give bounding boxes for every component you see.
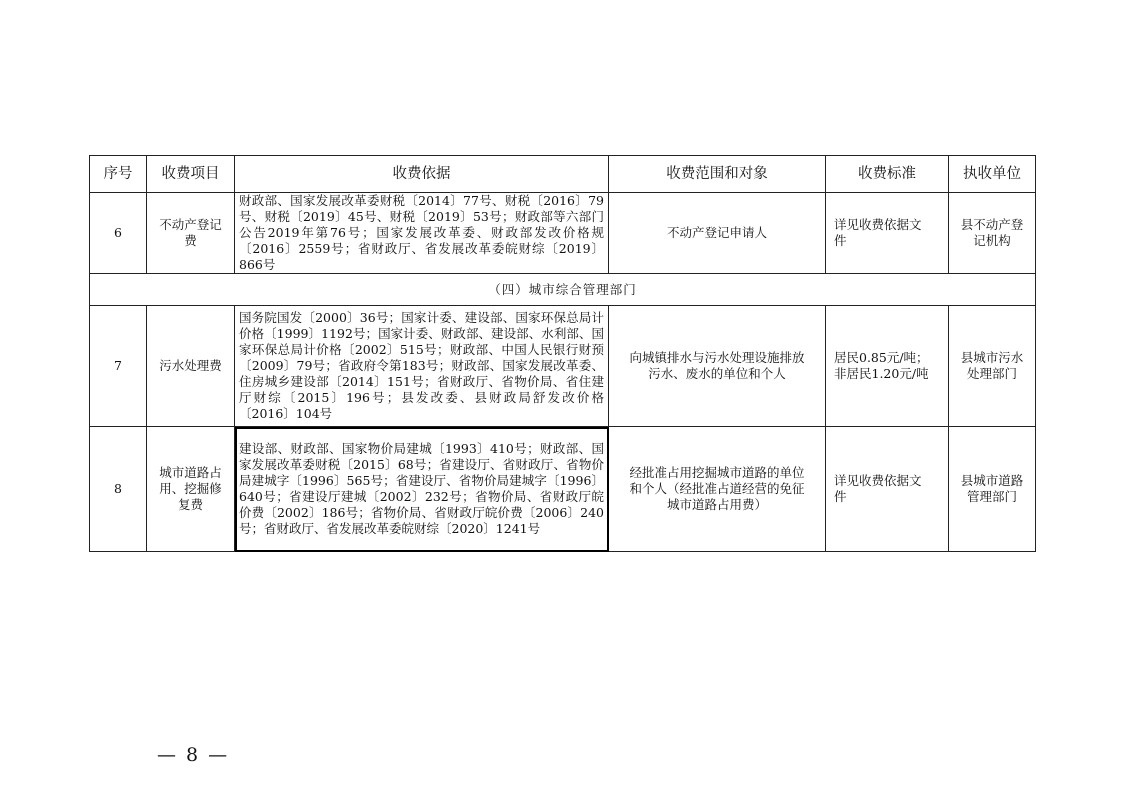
table-row	[90, 306, 1036, 427]
header-basis: 收费依据	[235, 156, 609, 193]
fee-item-line: 污水处理费	[159, 358, 222, 373]
row-basis: 财政部、国家发展改革委财税〔2014〕77号、财税〔2016〕79号、财税〔2019〕45号、财税〔2019〕53号；财政部等六部门公告2019年第76号；国家发展改革委、财政部发改价格规〔2016〕2559号；省财政厅、省发展改革委皖财综〔2019〕866号	[235, 193, 609, 274]
table-row	[90, 193, 1036, 274]
row-basis: 建设部、财政部、国家物价局建城〔1993〕410号；财政部、国家发展改革委财税〔2015〕68号；省建设厅、省财政厅、省物价局建城字〔1996〕565号；省建设厅、省物价局建城字〔1996〕640号；省建设厅建城〔2002〕232号；省物价局、省财政厅皖价费〔2002〕186号；省物价局、省财政厅皖价费〔2006〕240号；省财政厅、省发展改革委皖财综〔2020〕1241号	[235, 427, 609, 552]
unit-line: 县城市道路	[960, 473, 1024, 488]
scope-line: 污水、废水的单位和个人	[648, 366, 786, 381]
row-fee-item	[147, 427, 235, 552]
fee-item-line: 不动产登记	[159, 217, 222, 232]
fee-item-line: 复费	[177, 497, 203, 512]
unit-line: 县不动产登	[960, 217, 1024, 232]
fee-item-line: 用、挖掘修	[159, 481, 222, 496]
scope-line: 经批准占用挖掘城市道路的单位	[629, 465, 805, 480]
standard-line: 详见收费依据文	[834, 217, 922, 232]
section-row	[90, 274, 1036, 306]
row-fee-item	[147, 306, 235, 427]
page-number: — 8 —	[157, 744, 230, 766]
section-title: （四）城市综合管理部门	[90, 274, 1036, 306]
row-standard	[826, 427, 949, 552]
row-standard	[826, 306, 949, 427]
standard-line: 件	[834, 233, 847, 248]
row-serial: 6	[90, 193, 147, 274]
fee-item-line: 城市道路占	[159, 465, 222, 480]
header-serial: 序号	[90, 156, 147, 193]
unit-line: 管理部门	[966, 489, 1017, 504]
row-unit	[949, 427, 1036, 552]
standard-line: 居民0.85元/吨；	[834, 350, 929, 365]
standard-line: 非居民1.20元/吨	[834, 366, 929, 381]
unit-line: 处理部门	[966, 366, 1017, 381]
standard-line: 详见收费依据文	[834, 473, 922, 488]
scope-block	[629, 465, 804, 513]
header-standard: 收费标准	[826, 156, 949, 193]
header-fee-item: 收费项目	[147, 156, 235, 193]
row-scope	[609, 306, 826, 427]
scope-line: 和个人（经批准占道经营的免征	[629, 481, 805, 496]
table-row	[90, 427, 1036, 552]
fee-table	[89, 155, 1036, 552]
unit-line: 记机构	[973, 233, 1011, 248]
row-unit	[949, 306, 1036, 427]
standard-line: 件	[834, 489, 847, 504]
scope-line: 不动产登记申请人	[666, 225, 767, 240]
scope-line: 向城镇排水与污水处理设施排放	[629, 350, 805, 365]
unit-line: 县城市污水	[960, 350, 1024, 365]
header-scope: 收费范围和对象	[609, 156, 826, 193]
row-scope	[609, 193, 826, 274]
row-scope	[609, 427, 826, 552]
header-row	[90, 156, 1036, 193]
row-serial: 7	[90, 306, 147, 427]
row-standard	[826, 193, 949, 274]
row-fee-item	[147, 193, 235, 274]
row-serial: 8	[90, 427, 147, 552]
header-unit: 执收单位	[949, 156, 1036, 193]
row-basis: 国务院国发〔2000〕36号；国家计委、建设部、国家环保总局计价格〔1999〕1192号；国家计委、财政部、建设部、水利部、国家环保总局计价格〔2002〕515号；财政部、中国人民银行财预〔2009〕79号；省政府令第183号；财政部、国家发展改革委、住房城乡建设部〔2014〕151号；省财政厅、省物价局、省住建厅财综〔2015〕196号；县发改委、县财政局舒发改价格〔2016〕104号	[235, 306, 609, 427]
fee-item-line: 费	[184, 233, 197, 248]
scope-line: 城市道路占用费）	[666, 497, 767, 512]
row-unit	[949, 193, 1036, 274]
